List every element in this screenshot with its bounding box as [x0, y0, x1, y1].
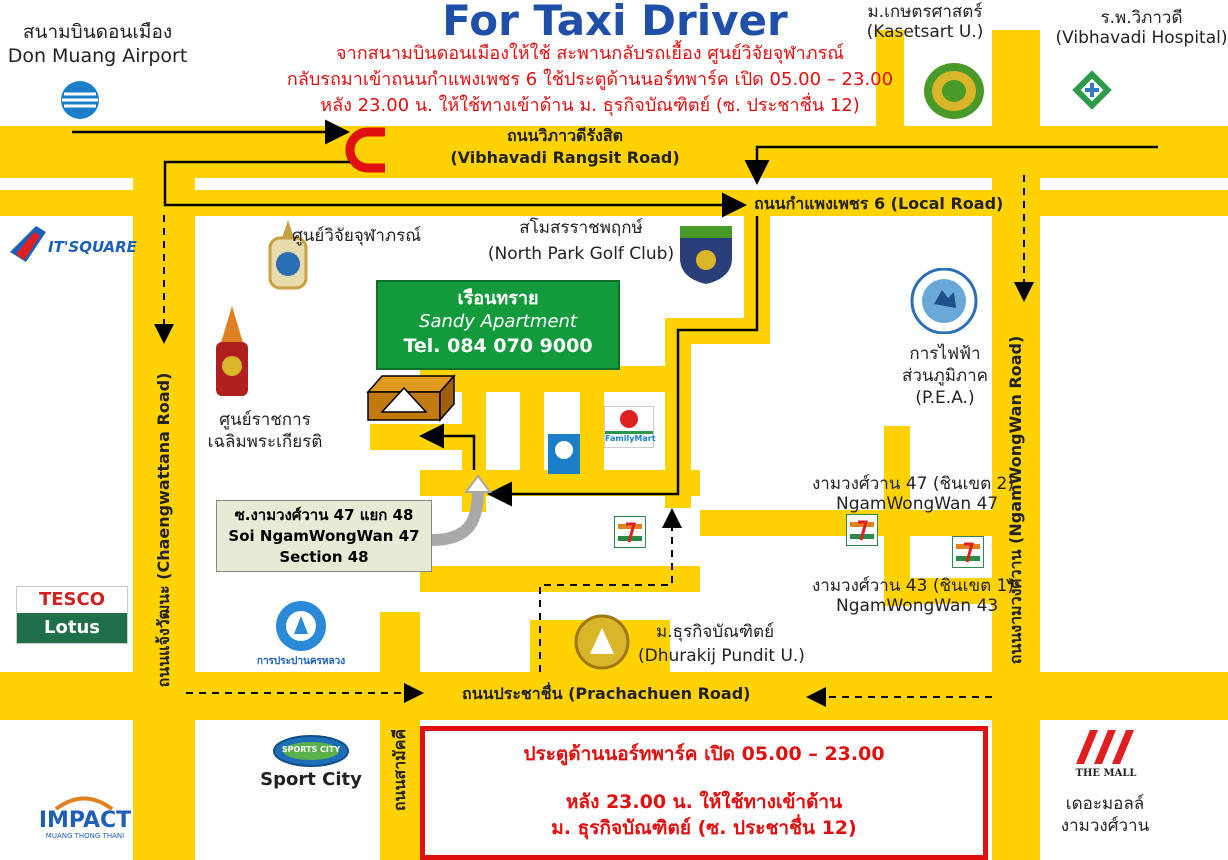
- soi-47-section-48-box: [216, 500, 432, 572]
- route-into-soi-arrow: [424, 436, 474, 470]
- pea-label-1: การไฟฟ้า: [909, 344, 981, 364]
- the-mall-label-1: เดอะมอลล์: [1065, 794, 1145, 814]
- soi-callout-arrow: [432, 490, 478, 540]
- familymart-mark-icon: [619, 409, 639, 429]
- northpark-label-th: สโมสรราชพฤกษ์: [519, 218, 643, 238]
- the-mall-logo: [1066, 728, 1146, 784]
- northpark-logo-icon: [676, 222, 736, 286]
- chaengwattana-road-label: ถนนแจ้งวัฒนะ (Chaengwattana Road): [154, 372, 173, 688]
- soi-box-line-2: Soi NgamWongWan 47: [228, 527, 420, 545]
- pea-label-3: (P.E.A.): [915, 388, 975, 408]
- instruction-line-3: หลัง 23.00 น. ให้ใช้ทางเข้าด้าน ม. ธุรกิจบัณฑิตย์ (ซ. ประชาชื่น 12): [320, 95, 860, 116]
- govt-center-label-1: ศูนย์ราชการ: [219, 410, 311, 430]
- itsquare-logo: [6, 222, 137, 266]
- impact-subtext: MUANG THONG THANI: [45, 832, 125, 840]
- vibhavadi-hospital-label-en: (Vibhavadi Hospital): [1055, 28, 1228, 48]
- apartment-phone: Tel. 084 070 9000: [403, 335, 593, 357]
- soi-47-label-th: งามวงศ์วาน 47 (ชินเขต 2): [812, 474, 1014, 494]
- sport-city-logo: [272, 734, 350, 768]
- kasetsart-label-en: (Kasetsart U.): [866, 22, 984, 42]
- the-mall-text: THE MALL: [1075, 768, 1137, 779]
- itsquare-mark-icon: [6, 222, 50, 266]
- itsquare-text: IT'SQUARE: [48, 238, 137, 256]
- u-turn-icon: [350, 132, 385, 168]
- govt-center-label-2: เฉลิมพระเกียรติ: [207, 432, 323, 452]
- familymart-logo: [604, 406, 654, 448]
- apartment-name-en: Sandy Apartment: [419, 311, 577, 332]
- don-muang-label-en: Don Muang Airport: [7, 45, 188, 67]
- waterworks-mark-icon: [272, 600, 330, 652]
- kasetsart-logo-icon: [922, 62, 986, 120]
- the-mall-label-2: งามวงศ์วาน: [1060, 816, 1150, 836]
- dpu-logo-icon: [572, 614, 632, 670]
- pea-label-2: ส่วนภูมิภาค: [901, 366, 989, 386]
- waterworks-logo: [252, 600, 350, 672]
- pea-logo-icon: [908, 268, 980, 334]
- the-mall-mark-icon: [1072, 728, 1138, 766]
- hospital-logo-icon: [1070, 68, 1114, 112]
- govt-center-logo-icon: [210, 306, 254, 398]
- soi-47-label-en: NgamWongWan 47: [836, 494, 999, 514]
- notice-line-3: ม. ธุรกิจบัณฑิตย์ (ซ. ประชาชื่น 12): [551, 817, 857, 839]
- soi-box-line-1: ซ.งามวงศ์วาน 47 แยก 48: [234, 506, 414, 524]
- route-return-line: [165, 162, 742, 205]
- dpu-label-th: ม.ธุรกิจบัณฑิตย์: [656, 622, 775, 642]
- don-muang-label-th: สนามบินดอนเมือง: [22, 21, 173, 43]
- kasetsart-label-th: ม.เกษตรศาสตร์: [867, 2, 983, 22]
- ngamwongwan-road-label: ถนนงามวงศ์วาน (NgamWongWan Road): [1006, 335, 1025, 665]
- lotus-text: Lotus: [17, 613, 127, 643]
- notice-line-1: ประตูด้านนอร์ทพาร์ค เปิด 05.00 – 23.00: [523, 743, 885, 765]
- apartment-name-th: เรือนทราย: [457, 288, 539, 309]
- instruction-line-1: จากสนามบินดอนเมืองให้ใช้ สะพานกลับรถเยื้อง ศูนย์วิจัยจุฬาภรณ์: [336, 43, 844, 64]
- soi-box-line-3: Section 48: [279, 548, 369, 566]
- prachachuen-road-label: ถนนประชาชื่น (Prachachuen Road): [462, 684, 751, 703]
- notice-line-2: หลัง 23.00 น. ให้ใช้ทางเข้าด้าน: [565, 791, 843, 813]
- route-from-hospital-arrow: [757, 147, 1158, 180]
- seven-eleven-icon-2: [846, 514, 878, 546]
- page-title: For Taxi Driver: [442, 0, 788, 45]
- vibhavadi-road-label-th: ถนนวิภาวดีรังสิต: [506, 126, 623, 145]
- familymart-text: FamilyMart: [605, 431, 653, 443]
- soi-43-label-th: งามวงศ์วาน 43 (ชินเขต 1): [812, 576, 1014, 596]
- ktb-bank-icon: [548, 434, 580, 474]
- sport-city-label: Sport City: [260, 769, 362, 790]
- chulabhorn-label: ศูนย์วิจัยจุฬาภรณ์: [292, 226, 422, 246]
- soi-43-label-en: NgamWongWan 43: [836, 596, 999, 616]
- apartment-building-icon: [366, 372, 456, 422]
- notice-box: [420, 726, 988, 860]
- northpark-label-en: (North Park Golf Club): [487, 244, 675, 264]
- impact-text: IMPACT: [38, 808, 132, 833]
- dpu-label-en: (Dhurakij Pundit U.): [638, 646, 805, 666]
- samakkhi-road-label: ถนนสามัคคี: [390, 728, 409, 812]
- sport-city-logo-text: SPORTS CITY: [281, 745, 341, 754]
- airport-logo-icon: [58, 80, 102, 120]
- seven-eleven-icon-3: [952, 536, 984, 568]
- waterworks-text: การประปานครหลวง: [256, 656, 346, 667]
- vibhavadi-road-label-en: (Vibhavadi Rangsit Road): [450, 148, 680, 167]
- seven-eleven-icon-1: [614, 516, 646, 548]
- apartment-sign: [376, 280, 620, 370]
- kamphaeng-road-label: ถนนกำแพงเพชร 6 (Local Road): [754, 194, 1004, 213]
- tesco-lotus-logo: [16, 586, 128, 644]
- impact-logo: [30, 794, 140, 844]
- tesco-text: TESCO: [38, 589, 106, 610]
- vibhavadi-hospital-label-th: ร.พ.วิภาวดี: [1100, 8, 1183, 28]
- instruction-line-2: กลับรถมาเข้าถนนกำแพงเพชร 6 ใช้ประตูด้านนอร์ทพาร์ค เปิด 05.00 – 23.00: [286, 69, 894, 90]
